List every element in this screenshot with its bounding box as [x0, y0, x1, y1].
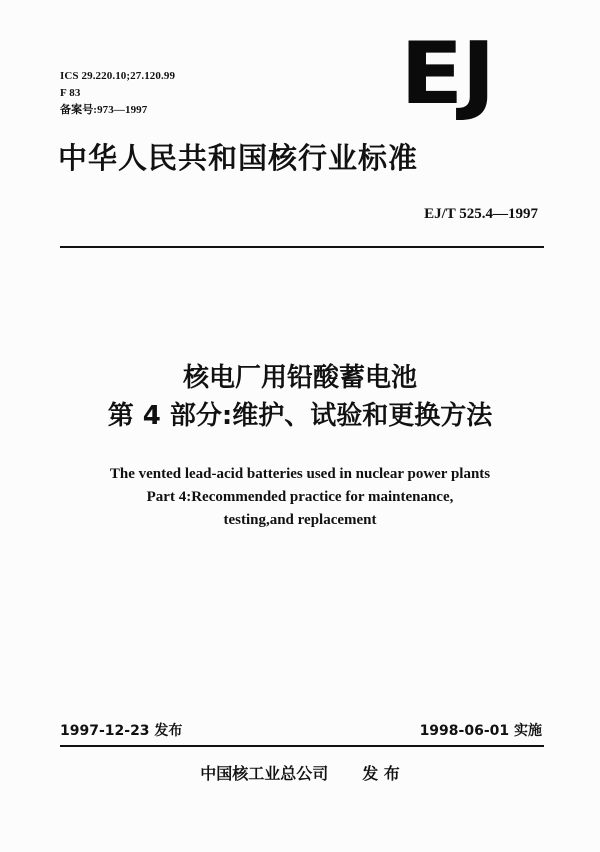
english-title-line-3: testing,and replacement — [223, 512, 377, 528]
publish-action: 发 布 — [362, 764, 400, 783]
english-title-line-2: Part 4:Recommended practice for maintenance, — [146, 489, 454, 505]
publisher-name: 中国核工业总公司 — [200, 764, 329, 783]
org-title: 中华人民共和国核行业标准 — [58, 141, 419, 175]
ics-code: ICS 29.220.10;27.120.99 — [60, 70, 176, 82]
standard-number: EJ/T 525.4—1997 — [424, 206, 538, 222]
top-divider — [60, 246, 544, 248]
effective-date: 1998-06-01 实施 — [419, 723, 542, 739]
ej-logo: EJ — [400, 24, 494, 124]
bottom-divider — [60, 745, 544, 747]
classification-block — [60, 68, 175, 119]
english-title-line-1: The vented lead-acid batteries used in nuclear power plants — [109, 466, 491, 482]
issue-date: 1997-12-23 发布 — [60, 723, 183, 739]
filing-number: 备案号:973—1997 — [60, 104, 148, 116]
chinese-title-line-2: 第 4 部分:维护、试验和更换方法 — [107, 401, 493, 431]
class-code: F 83 — [60, 87, 81, 99]
publisher-line — [0, 764, 600, 784]
chinese-title-line-1: 核电厂用铅酸蓄电池 — [182, 363, 417, 393]
